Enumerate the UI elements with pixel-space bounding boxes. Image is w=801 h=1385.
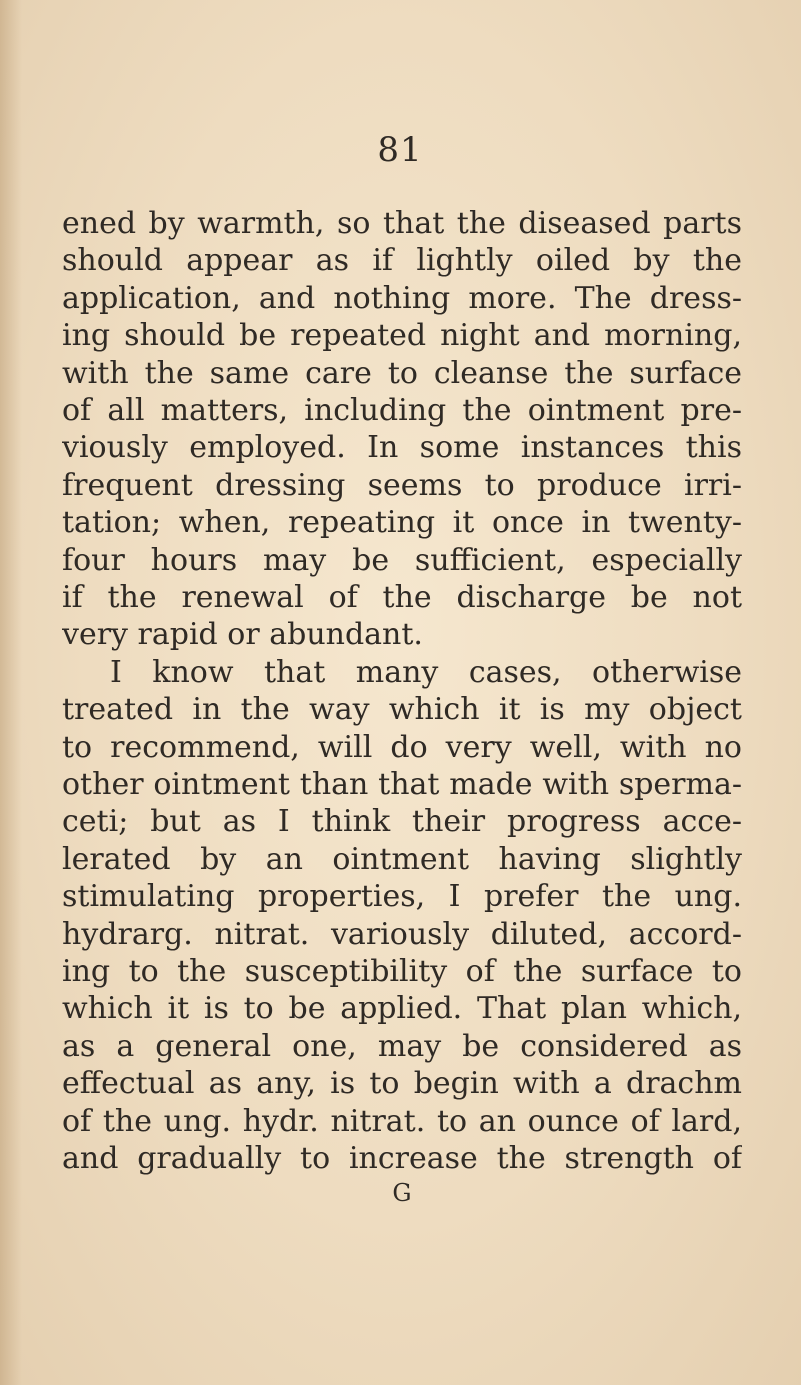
text-line: ceti; but as I think their progress acce- bbox=[62, 804, 742, 839]
text-line: of the ung. hydr. nitrat. to an ounce of lard, bbox=[62, 1104, 742, 1139]
text-line: if the renewal of the discharge be not bbox=[62, 580, 742, 615]
text-line: which it is to be applied. That plan which, bbox=[62, 991, 742, 1026]
text-line: tation; when, repeating it once in twenty- bbox=[62, 505, 742, 540]
text-line: should appear as if lightly oiled by the bbox=[62, 243, 742, 278]
text-line: ened by warmth, so that the diseased parts bbox=[62, 206, 742, 241]
text-line: frequent dressing seems to produce irri- bbox=[62, 468, 742, 503]
page-number: 81 bbox=[377, 130, 423, 170]
text-line: four hours may be sufficient, especially bbox=[62, 543, 742, 578]
text-line: of all matters, including the ointment pre- bbox=[62, 393, 742, 428]
text-line: lerated by an ointment having slightly bbox=[62, 842, 742, 877]
text-line: hydrarg. nitrat. variously diluted, accord- bbox=[62, 917, 742, 952]
text-line: with the same care to cleanse the surface bbox=[62, 356, 742, 391]
text-line: treated in the way which it is my object bbox=[62, 692, 742, 727]
text-line: ing should be repeated night and morning, bbox=[62, 318, 742, 353]
text-line: application, and nothing more. The dress- bbox=[62, 281, 742, 316]
page-binding-edge bbox=[0, 0, 22, 1385]
paragraph-start-line: I know that many cases, otherwise bbox=[110, 655, 742, 690]
text-line: effectual as any, is to begin with a drachm bbox=[62, 1066, 742, 1101]
text-line: to recommend, will do very well, with no bbox=[62, 730, 742, 765]
text-line: as a general one, may be considered as bbox=[62, 1029, 742, 1064]
text-line: ing to the susceptibility of the surface to bbox=[62, 954, 742, 989]
text-line: stimulating properties, I prefer the ung. bbox=[62, 879, 742, 914]
text-line: viously employed. In some instances this bbox=[62, 430, 742, 465]
signature-mark: G bbox=[392, 1179, 412, 1207]
text-line: other ointment than that made with sperma- bbox=[62, 767, 742, 802]
text-line: and gradually to increase the strength of bbox=[62, 1141, 742, 1176]
text-line: very rapid or abundant. bbox=[62, 617, 423, 652]
